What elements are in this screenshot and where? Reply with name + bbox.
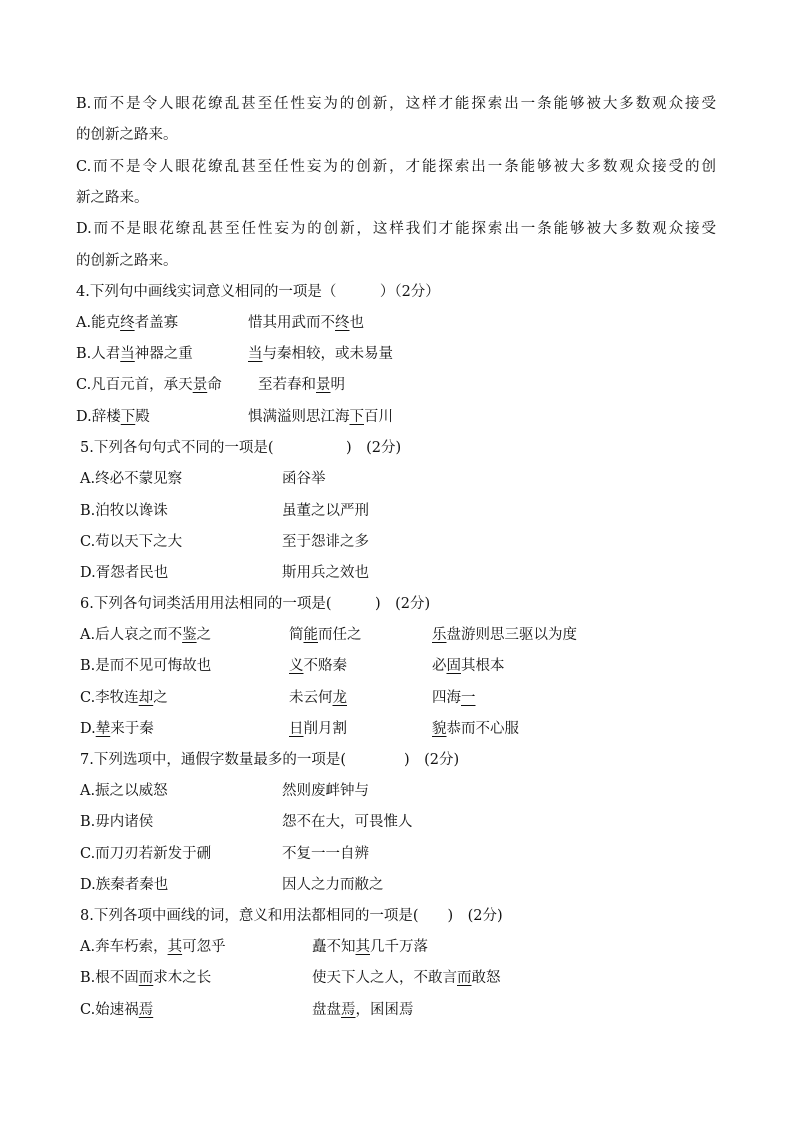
underlined-word: 景 — [192, 377, 208, 393]
q3-option-b-line2: 的创新之路来。 — [76, 127, 178, 143]
q6-option-c-right: 四海一 — [432, 690, 476, 706]
q7-option-c-left: C.而刀刃若新发于硎 — [80, 846, 212, 862]
q4-option-d-left: D.辞楼下殿 — [76, 409, 150, 425]
underlined-word: 龙 — [332, 690, 347, 706]
q4-stem: 4.下列句中画线实词意义相同的一项是（ ）（2分） — [76, 284, 440, 300]
q5-option-d-right: 斯用兵之效也 — [282, 565, 369, 581]
q8-option-c-left: C.始速祸焉 — [80, 1002, 154, 1018]
underlined-word: 日 — [289, 721, 304, 737]
q5-option-c-right: 至于怨诽之多 — [282, 534, 369, 550]
underlined-word: 能 — [303, 627, 318, 643]
q3-option-b-line1: B.而不是令人眼花缭乱甚至任性妄为的创新，这样才能探索出一条能够被大多数观众接受 — [76, 96, 716, 112]
underlined-word: 一 — [461, 690, 476, 706]
q6-option-b-middle: 义不赂秦 — [289, 658, 347, 674]
underlined-word: 当 — [120, 346, 135, 362]
underlined-word: 却 — [138, 690, 154, 706]
q4-option-c-right: 至若春和景明 — [258, 377, 345, 393]
q4-option-c-left: C.凡百元首，承天景命 — [76, 377, 222, 393]
q7-option-d-right: 因人之力而敝之 — [282, 877, 384, 893]
q3-option-d-line2: 的创新之路来。 — [76, 253, 178, 269]
q4-option-d-right: 惧满溢则思江海下百川 — [248, 409, 393, 425]
underlined-word: 景 — [316, 377, 331, 393]
q7-option-a-right: 然则废衅钟与 — [282, 783, 369, 799]
q6-option-a-middle: 简能而任之 — [289, 627, 362, 643]
q6-option-d-middle: 日削月割 — [289, 721, 347, 737]
q7-option-d-left: D.族秦者秦也 — [80, 877, 169, 893]
q3-option-c-line2: 新之路来。 — [76, 190, 149, 206]
q7-option-b-left: B.毋内诸侯 — [80, 814, 154, 830]
underlined-word: 辇 — [95, 721, 111, 737]
q8-option-a-left: A.奔车朽索，其可忽乎 — [80, 939, 226, 955]
q6-option-d-left: D.辇来于秦 — [80, 721, 154, 737]
q3-option-c-line1: C.而不是令人眼花缭乱甚至任性妄为的创新，才能探索出一条能够被大多数观众接受的创 — [76, 159, 716, 175]
q7-option-c-right: 不复一一自辨 — [282, 846, 369, 862]
underlined-word: 下 — [120, 409, 136, 425]
underlined-word: 乐 — [432, 627, 447, 643]
underlined-word: 终 — [335, 315, 350, 331]
underlined-word: 下 — [349, 409, 364, 425]
underlined-word: 而 — [457, 970, 472, 986]
q4-option-a-left: A.能克终者盖寡 — [76, 315, 179, 331]
q6-option-d-right: 貌恭而不心服 — [432, 721, 519, 737]
q5-option-b-left: B.泊牧以谗诛 — [80, 503, 168, 519]
underlined-word: 貌 — [432, 721, 447, 737]
q8-option-c-right: 盘盘焉，囷囷焉 — [312, 1002, 414, 1018]
q5-option-b-right: 虽董之以严刑 — [282, 503, 369, 519]
q8-stem: 8.下列各项中画线的词，意义和用法都相同的一项是( ) (2分) — [80, 908, 503, 924]
q6-option-a-right: 乐盘游则思三驱以为度 — [432, 627, 577, 643]
underlined-word: 其 — [167, 939, 183, 955]
q6-option-b-left: B.是而不见可悔故也 — [80, 658, 212, 674]
q5-option-d-left: D.胥怨者民也 — [80, 565, 169, 581]
q4-option-a-right: 惜其用武而不终也 — [248, 315, 364, 331]
q3-option-d-line1: D.而不是眼花缭乱甚至任性妄为的创新，这样我们才能探索出一条能够被大多数观众接受 — [76, 221, 716, 237]
q6-option-c-left: C.李牧连却之 — [80, 690, 168, 706]
q4-option-b-right: 当与秦相较，或未易量 — [248, 346, 393, 362]
underlined-word: 其 — [355, 939, 370, 955]
q8-option-b-right: 使天下人之人，不敢言而敢怒 — [312, 970, 501, 986]
q5-stem: 5.下列各句句式不同的一项是( ) (2分) — [80, 440, 402, 456]
underlined-word: 焉 — [138, 1002, 154, 1018]
underlined-word: 鉴 — [182, 627, 197, 643]
q5-option-c-left: C.苟以天下之大 — [80, 534, 183, 550]
q5-option-a-right: 函谷举 — [282, 471, 326, 487]
q4-option-b-left: B.人君当神器之重 — [76, 346, 193, 362]
q8-option-a-right: 矗不知其几千万落 — [312, 939, 428, 955]
q6-option-a-left: A.后人哀之而不鉴之 — [80, 627, 212, 643]
underlined-word: 终 — [120, 315, 135, 331]
q7-option-a-left: A.振之以威怒 — [80, 783, 168, 799]
q6-option-b-right: 必固其根本 — [432, 658, 505, 674]
underlined-word: 而 — [138, 970, 154, 986]
underlined-word: 义 — [289, 658, 304, 674]
underlined-word: 当 — [248, 346, 263, 362]
q6-stem: 6.下列各句词类活用用法相同的一项是( ) (2分) — [80, 596, 431, 612]
underlined-word: 焉 — [341, 1002, 356, 1018]
q5-option-a-left: A.终必不蒙见察 — [80, 471, 183, 487]
q7-stem: 7.下列选项中，通假字数量最多的一项是( ) (2分) — [80, 752, 460, 768]
q8-option-b-left: B.根不固而求木之长 — [80, 970, 212, 986]
q7-option-b-right: 怨不在大，可畏惟人 — [282, 814, 413, 830]
q6-option-c-middle: 未云何龙 — [289, 690, 347, 706]
underlined-word: 固 — [446, 658, 461, 674]
